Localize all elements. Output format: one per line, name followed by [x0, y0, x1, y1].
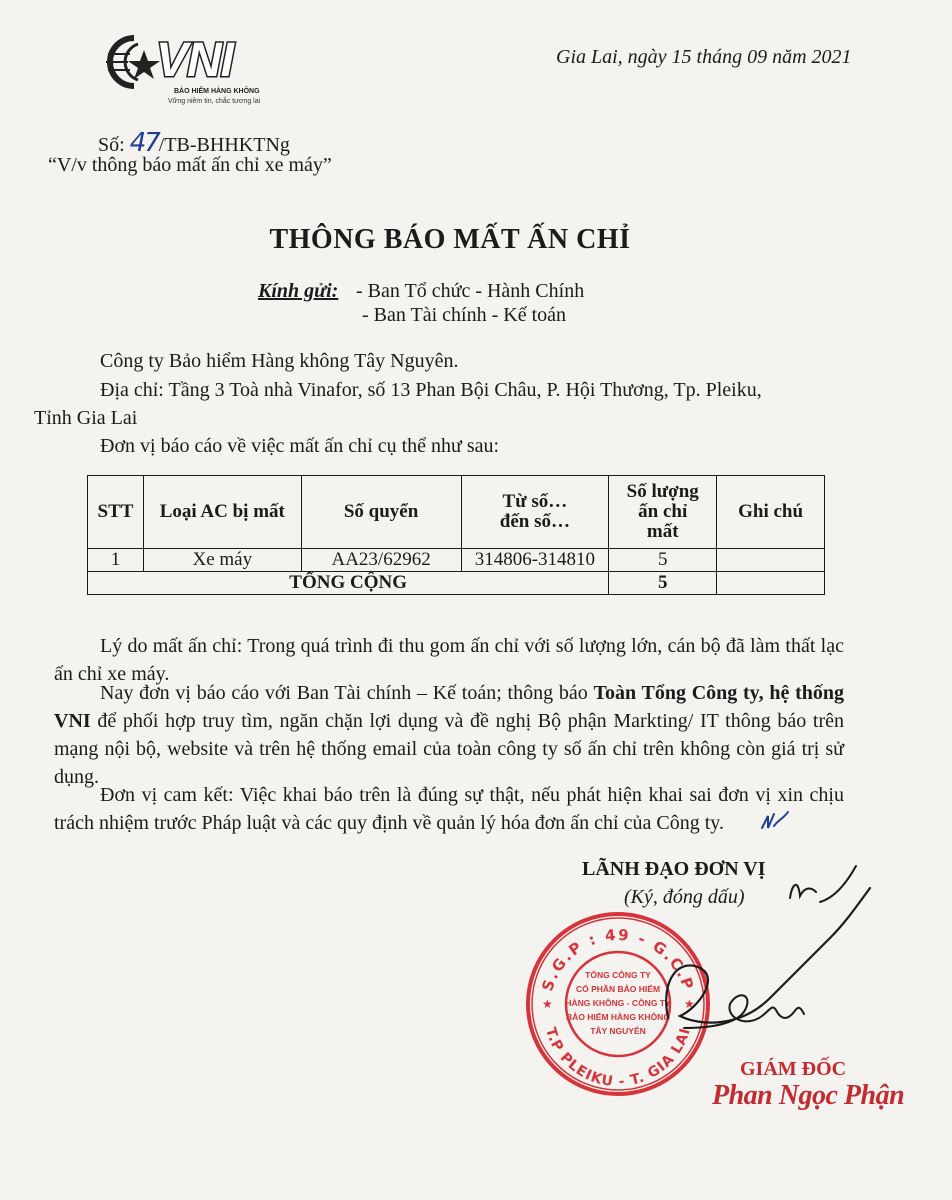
- stamp-line: BẢO HIỂM HÀNG KHÔNG: [566, 1012, 670, 1022]
- signer-heading: LÃNH ĐẠO ĐƠN VỊ: [582, 858, 766, 880]
- stamp-star-icon: ★: [684, 997, 695, 1011]
- col-header-range-line: đến số…: [499, 511, 571, 532]
- commitment-paragraph: [54, 781, 844, 837]
- notice-text-end: để phối hợp truy tìm, ngăn chặn lợi dụng và đề nghị Bộ phận Markting/ IT thông báo trên mạng nội bộ, website và trên hệ thống email của toàn công ty số ấn chỉ trên không còn giá trị sử dụng.: [54, 710, 844, 788]
- document-title: THÔNG BÁO MẤT ẤN CHỈ: [269, 224, 631, 255]
- col-header-stt: STT: [88, 476, 144, 549]
- stamp-bottom-arc: T.P PLEIKU - T. GIA LAI: [542, 1025, 694, 1091]
- company-name: Công ty Bảo hiểm Hàng không Tây Nguyên.: [100, 350, 459, 372]
- col-header-qty-line: Số lượng: [626, 481, 699, 502]
- cell-type: Xe máy: [143, 549, 301, 572]
- cell-book: AA23/62962: [301, 549, 461, 572]
- handwritten-signature: [620, 858, 900, 1038]
- report-intro: Đơn vị báo cáo về việc mất ấn chỉ cụ thể như sau:: [100, 435, 500, 457]
- stamp-star-icon: ★: [542, 997, 553, 1011]
- director-position: GIÁM ĐỐC: [740, 1058, 847, 1080]
- notice-bold-text: Toàn Tổng Công ty, hệ thống VNI: [54, 682, 844, 732]
- table-row: [88, 549, 825, 572]
- document-subject: “V/v thông báo mất ấn chỉ xe máy”: [48, 154, 332, 176]
- dateline: Gia Lai, ngày 15 tháng 09 năm 2021: [556, 46, 852, 68]
- address-line: Địa chỉ: Tầng 3 Toà nhà Vinafor, số 13 Phan Bội Châu, P. Hội Thương, Tp. Pleiku,: [100, 379, 762, 401]
- cell-stt: 1: [88, 549, 144, 572]
- stamp-line: CỔ PHẦN BẢO HIỂM: [575, 984, 661, 994]
- document-number-prefix: Số:: [98, 134, 130, 156]
- commitment-text: Đơn vị cam kết: Việc khai báo trên là đúng sự thật, nếu phát hiện khai sai đơn vị xin chịu trách nhiệm trước Pháp luật và các quy định về quản lý hóa đơn ấn chỉ của Công ty.: [54, 784, 844, 834]
- director-name: Phan Ngọc Phận: [712, 1080, 905, 1111]
- col-header-book: Số quyển: [301, 476, 461, 549]
- stamp-line: TỔNG CÔNG TY: [585, 970, 651, 980]
- col-header-qty-line: mất: [646, 521, 679, 542]
- cell-range: 314806-314810: [461, 549, 609, 572]
- cell-quantity: 5: [609, 549, 717, 572]
- col-header-note: Ghi chú: [717, 476, 825, 549]
- cell-note: [717, 549, 825, 572]
- vni-logo: [104, 34, 294, 108]
- col-header-type: Loại AC bị mất: [143, 476, 301, 549]
- stamp-line: HÀNG KHÔNG - CÔNG TY: [565, 998, 671, 1008]
- recipient-item: - Ban Tài chính - Kế toán: [362, 304, 567, 326]
- document-number-suffix: /TB-BHHKTNg: [158, 134, 290, 156]
- table-total-row: [88, 572, 825, 595]
- stamp-top-arc: S.G.P : 49 - G.C.P: [538, 925, 698, 994]
- notice-paragraph: [54, 679, 844, 791]
- total-value: 5: [609, 572, 717, 595]
- logo-slogan: Vững niềm tin, chắc tương lai: [168, 98, 261, 105]
- recipients-label: Kính gửi:: [258, 280, 339, 302]
- col-header-qty-line: ấn chỉ: [638, 501, 688, 522]
- sign-instruction: (Ký, đóng dấu): [624, 886, 745, 908]
- reason-text: Lý do mất ấn chỉ: Trong quá trình đi thu gom ấn chỉ với số lượng lớn, cán bộ đã làm thất lạc ấn chỉ xe máy.: [54, 635, 844, 685]
- logo-brand-text: VNI: [156, 34, 234, 87]
- total-note-cell: [717, 572, 825, 595]
- col-header-range: [461, 476, 609, 549]
- recipient-item: - Ban Tổ chức - Hành Chính: [356, 280, 585, 302]
- handwritten-number: 47: [129, 128, 159, 158]
- notice-text: Nay đơn vị báo cáo với Ban Tài chính – Kế toán; thông báo: [100, 682, 594, 704]
- col-header-quantity: [609, 476, 717, 549]
- handwritten-initials: [760, 810, 790, 832]
- stamp-line: TÂY NGUYÊN: [590, 1026, 646, 1036]
- total-label: TỔNG CỘNG: [88, 572, 609, 595]
- lost-items-table: [87, 475, 825, 595]
- col-header-range-line: Từ số…: [502, 491, 568, 512]
- address-line: Tỉnh Gia Lai: [34, 407, 138, 429]
- logo-tagline: BẢO HIỂM HÀNG KHÔNG: [174, 88, 260, 95]
- table-header-row: [88, 476, 825, 549]
